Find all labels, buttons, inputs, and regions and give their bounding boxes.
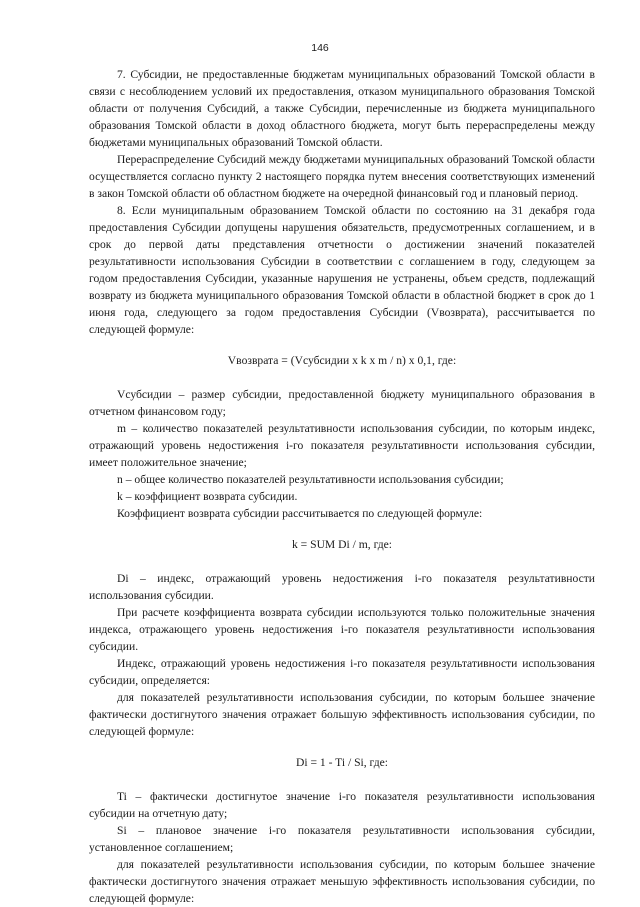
definition-k: k – коэффициент возврата субсидии. — [117, 490, 298, 503]
definition-di: Di – индекс, отражающий уровень недостижения i-го показателя результативности использования субсидии. — [89, 572, 595, 602]
paragraph-greater-is-worse: для показателей результативности использования субсидии, по которым большее значение фактически достигнутого значения отражает меньшую эффективность использования субсидии, по следующей формуле: — [89, 858, 595, 905]
paragraph-greater-is-better: для показателей результативности использования субсидии, по которым большее значение фактически достигнутого значения отражает большую эффективность использования субсидии, по следующей формуле: — [89, 691, 595, 738]
definition-v-subsidy: Vсубсидии – размер субсидии, предоставленной бюджету муниципального образования в отчетном финансовом году; — [89, 388, 595, 418]
paragraph-7: 7. Субсидии, не предоставленные бюджетам муниципальных образований Томской области в связи с несоблюдением условий их предоставления, отказом муниципального образования Томской области от получения Субсидий, а также Субсидии, перечисленные из бюджета муниципального образования Томской области в доход областного бюджета, могут быть перераспределены между бюджетами муниципальных образований Томской области. — [89, 68, 595, 149]
definition-si: Si – плановое значение i-го показателя результативности использования субсидии, установленное соглашением; — [89, 824, 595, 854]
formula-index-di: Di = 1 - Ti / Si, где: — [296, 756, 388, 769]
definition-ti: Ti – фактически достигнутое значение i-го показателя результативности использования субсидии на отчетную дату; — [89, 790, 595, 820]
formula-return-volume: Vвозврата = (Vсубсидии х k х m / n) х 0,1, где: — [227, 354, 457, 367]
paragraph-redistribution: Перераспределение Субсидий между бюджетами муниципальных образований Томской области осуществляется согласно пункту 2 настоящего порядка путем внесения соответствующих изменений в закон Томской области об областном бюджете на очередной финансовый год и плановый период. — [89, 153, 595, 200]
paragraph-positive-values: При расчете коэффициента возврата субсидии используются только положительные значения индекса, отражающего уровень недостижения i-го показателя результативности использования субсидии. — [89, 606, 595, 653]
formula-return-coefficient: k = SUM Di / m, где: — [291, 538, 393, 551]
paragraph-k-calculation: Коэффициент возврата субсидии рассчитывается по следующей формуле: — [117, 507, 483, 520]
page-number: 146 — [311, 42, 329, 54]
definition-m: m – количество показателей результативности использования субсидии, по которым индекс, отражающий уровень недостижения i-го показателя результативности использования субсидии, имеет положительное значение; — [89, 422, 595, 469]
paragraph-index-definition: Индекс, отражающий уровень недостижения i-го показателя результативности использования субсидии, определяется: — [89, 657, 595, 687]
definition-n: n – общее количество показателей результативности использования субсидии; — [117, 473, 504, 486]
paragraph-8: 8. Если муниципальным образованием Томской области по состоянию на 31 декабря года предоставления Субсидии допущены нарушения обязательств, предусмотренных соглашением, и в срок до первой даты представления отчетности о достижении значений показателей результативности использования Субсидии в соответствии с соглашением в году, следующем за годом предоставления Субсидии, указанные нарушения не устранены, объем средств, подлежащий возврату из бюджета муниципального образования Томской области в областной бюджет в срок до 1 июня года, следующего за годом предоставления Субсидии (Vвозврата), рассчитывается по следующей формуле: — [89, 204, 595, 336]
document-body — [89, 66, 595, 907]
